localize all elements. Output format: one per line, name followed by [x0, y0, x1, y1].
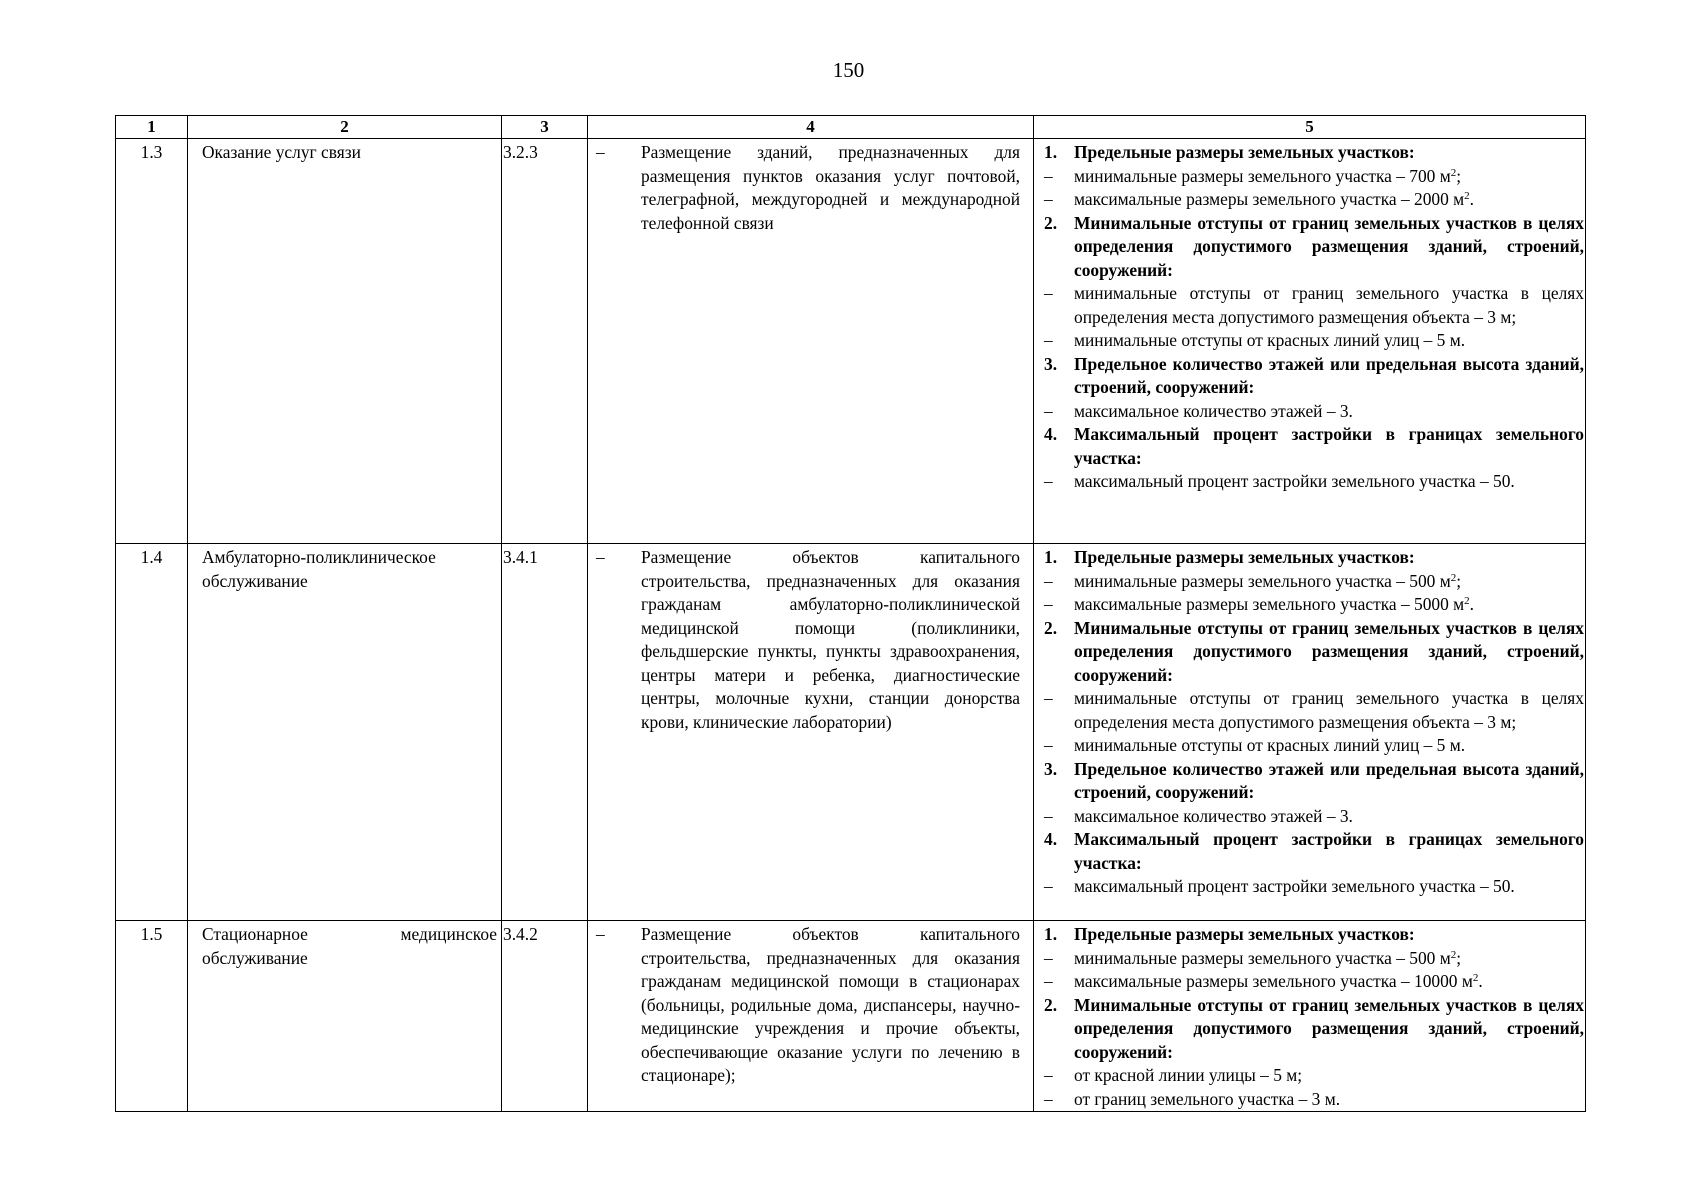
- parameter-heading: [1044, 994, 1584, 1065]
- parameter-text-tail: .: [1469, 594, 1474, 614]
- parameter-text: [1074, 329, 1584, 353]
- parameter-text: [1074, 400, 1584, 424]
- dash-marker: –: [1044, 330, 1053, 350]
- parameter-heading: [1044, 758, 1584, 805]
- parameter-text-main: максимальное количество этажей – 3.: [1074, 805, 1353, 826]
- parameter-text: [1074, 546, 1584, 570]
- usage-name-part: медицинское: [400, 924, 497, 944]
- dash-marker: –: [1044, 1088, 1053, 1109]
- parameter-text-main: Минимальные отступы от границ земельных участков в целях определения допустимого размещения зданий, строений, сооружений:: [1074, 617, 1584, 685]
- parameter-text: [1074, 1064, 1584, 1088]
- parameter-text: [1074, 947, 1584, 971]
- superscript: 2: [1450, 166, 1457, 179]
- superscript: 2: [1464, 595, 1470, 607]
- parameter-text-main: максимальный процент застройки земельного участка – 50.: [1074, 876, 1515, 896]
- list-number: 1.: [1044, 142, 1058, 162]
- parameter-text: [1074, 970, 1584, 994]
- parameter-text: [1074, 617, 1584, 688]
- parameter-text: [1074, 165, 1584, 189]
- parameter-item: [1044, 329, 1584, 353]
- dash-marker: –: [1044, 400, 1053, 421]
- list-number: 1.: [1044, 547, 1058, 567]
- parameter-text-main: Предельное количество этажей или предельная высота зданий, строений, сооружений:: [1074, 353, 1584, 397]
- parameters-cell: [1034, 139, 1586, 544]
- dash-marker: –: [1044, 471, 1053, 491]
- parameter-text: [1074, 423, 1584, 470]
- table-row: [116, 544, 1586, 921]
- parameter-heading: [1044, 923, 1584, 947]
- column-header: 2: [188, 116, 502, 139]
- dash-marker: –: [1044, 688, 1053, 708]
- dash-marker: –: [596, 142, 605, 162]
- usage-description-text: Размещение объектов капитального строительства, предназначенных для оказания гражданам амбулаторно-поликлинической медицинской помощи (поликлиники, фельдшерские пункты, пункты здравоохранения, центры матери и ребенка, диагностические центры, молочные кухни, станции донорства крови, клинические лаборатории): [641, 547, 1020, 732]
- parameter-text-main: минимальные отступы от красных линий улиц – 5 м.: [1074, 330, 1466, 350]
- parameter-text-main: минимальные размеры земельного участка – 700 м: [1074, 165, 1451, 186]
- parameter-text: [1074, 828, 1584, 875]
- dash-marker: –: [1044, 876, 1053, 896]
- zoning-table: [115, 115, 1586, 1112]
- usage-code: 3.4.1: [502, 544, 588, 921]
- parameter-text: [1074, 212, 1584, 283]
- parameter-item: [1044, 282, 1584, 329]
- parameter-text-main: Предельные размеры земельных участков:: [1074, 924, 1415, 944]
- superscript: 2: [1472, 972, 1479, 984]
- parameter-text-main: Минимальные отступы от границ земельных участков в целях определения допустимого размещения зданий, строений, сооружений:: [1074, 212, 1584, 280]
- dash-marker: –: [1044, 971, 1053, 991]
- superscript: 2: [1464, 190, 1470, 202]
- usage-description: [596, 141, 1020, 235]
- parameter-heading: [1044, 546, 1584, 570]
- usage-description-cell: [588, 544, 1034, 921]
- parameter-text-main: максимальные размеры земельного участка – 2000 м: [1074, 189, 1465, 209]
- page-number: 150: [832, 58, 865, 82]
- parameter-text: [1074, 188, 1584, 212]
- table-row: [116, 139, 1586, 544]
- parameter-text: [1074, 687, 1584, 734]
- parameter-item: [1044, 687, 1584, 734]
- usage-code: 3.4.2: [502, 921, 588, 1112]
- dash-marker: –: [1044, 594, 1053, 614]
- parameter-text-main: минимальные отступы от границ земельного участка в целях определения места допустимого размещения объекта – 3 м;: [1074, 688, 1584, 732]
- parameter-text-main: Предельное количество этажей или предельная высота зданий, строений, сооружений:: [1074, 758, 1584, 802]
- parameter-text-main: от красной линии улицы – 5 м;: [1074, 1065, 1303, 1085]
- parameter-text-tail: ;: [1456, 947, 1462, 968]
- parameter-text: [1074, 875, 1584, 899]
- row-number: 1.3: [116, 139, 188, 544]
- parameter-text: [1074, 734, 1584, 758]
- usage-name-part: обслуживание: [202, 947, 308, 968]
- dash-marker: –: [1044, 189, 1053, 209]
- parameter-item: [1044, 165, 1584, 189]
- parameters-cell: [1034, 544, 1586, 921]
- parameter-text-main: максимальные размеры земельного участка – 10000 м: [1074, 971, 1473, 991]
- parameter-text-tail: .: [1469, 189, 1474, 209]
- usage-code: 3.2.3: [502, 139, 588, 544]
- parameter-text-main: Максимальный процент застройки в границах земельного участка:: [1074, 829, 1584, 873]
- dash-marker: –: [1044, 1065, 1053, 1085]
- parameter-text: [1074, 570, 1584, 594]
- parameter-text-main: Минимальные отступы от границ земельных участков в целях определения допустимого размещения зданий, строений, сооружений:: [1074, 994, 1584, 1062]
- parameter-text-main: минимальные отступы от границ земельного участка в целях определения места допустимого размещения объекта – 3 м;: [1074, 283, 1584, 327]
- dash-marker: –: [596, 924, 605, 944]
- column-header: 5: [1034, 116, 1586, 139]
- usage-name: Оказание услуг связи: [188, 139, 502, 544]
- parameter-text: [1074, 470, 1584, 494]
- column-header: 4: [588, 116, 1034, 139]
- parameter-item: [1044, 400, 1584, 424]
- column-header: 3: [502, 116, 588, 139]
- list-number: 4.: [1044, 829, 1058, 849]
- usage-name-part: Стационарное: [202, 924, 308, 944]
- list-number: 4.: [1044, 424, 1058, 444]
- parameter-heading: [1044, 353, 1584, 400]
- column-header: 1: [116, 116, 188, 139]
- parameter-text-main: максимальные размеры земельного участка – 5000 м: [1074, 594, 1465, 614]
- parameter-item: [1044, 947, 1584, 971]
- dash-marker: –: [1044, 947, 1053, 968]
- usage-description-text: Размещение объектов капитального строительства, предназначенных для оказания гражданам медицинской помощи в стационарах (больницы, родильные дома, диспансеры, научно-медицинские учреждения и прочие объекты, обеспечивающие оказание услуги по лечению в стационаре);: [641, 924, 1020, 1085]
- dash-marker: –: [1044, 283, 1053, 303]
- usage-name-first-line: [202, 923, 497, 947]
- dash-marker: –: [1044, 570, 1053, 591]
- parameter-text: [1074, 1088, 1584, 1112]
- parameter-heading: [1044, 423, 1584, 470]
- parameter-text-tail: .: [1478, 971, 1483, 991]
- parameter-item: [1044, 593, 1584, 617]
- parameter-heading: [1044, 212, 1584, 283]
- parameter-text-tail: ;: [1456, 165, 1462, 186]
- parameter-text: [1074, 758, 1584, 805]
- parameter-text: [1074, 923, 1584, 947]
- parameter-text: [1074, 805, 1584, 829]
- list-number: 1.: [1044, 924, 1058, 944]
- parameter-text: [1074, 353, 1584, 400]
- parameter-item: [1044, 970, 1584, 994]
- usage-description: [596, 546, 1020, 734]
- parameter-item: [1044, 188, 1584, 212]
- row-number: 1.4: [116, 544, 188, 921]
- parameter-text: [1074, 593, 1584, 617]
- table-row: [116, 921, 1586, 1112]
- parameter-text: [1074, 994, 1584, 1065]
- parameter-item: [1044, 875, 1584, 899]
- dash-marker: –: [1044, 165, 1053, 186]
- usage-description-cell: [588, 139, 1034, 544]
- parameter-text-tail: ;: [1456, 570, 1462, 591]
- superscript: 2: [1450, 571, 1457, 584]
- usage-description: [596, 923, 1020, 1088]
- usage-description-cell: [588, 921, 1034, 1112]
- parameter-text-main: минимальные размеры земельного участка – 500 м: [1074, 570, 1451, 591]
- usage-description-text: Размещение зданий, предназначенных для размещения пунктов оказания услуг почтовой, телеграфной, междугородней и международной телефонной связи: [641, 142, 1020, 233]
- parameter-text-main: минимальные размеры земельного участка – 500 м: [1074, 947, 1451, 968]
- parameters-cell: [1034, 921, 1586, 1112]
- parameter-heading: [1044, 141, 1584, 165]
- list-number: 3.: [1044, 353, 1058, 374]
- parameter-item: [1044, 470, 1584, 494]
- header-row: [116, 116, 1586, 139]
- list-number: 2.: [1044, 994, 1058, 1015]
- parameter-text-main: минимальные отступы от красных линий улиц – 5 м.: [1074, 735, 1466, 755]
- parameter-item: [1044, 1088, 1584, 1112]
- parameter-text: [1074, 141, 1584, 165]
- parameter-text-main: Предельные размеры земельных участков:: [1074, 547, 1415, 567]
- dash-marker: –: [1044, 735, 1053, 755]
- parameter-item: [1044, 805, 1584, 829]
- parameter-text-main: Максимальный процент застройки в границах земельного участка:: [1074, 424, 1584, 468]
- superscript: 2: [1450, 948, 1457, 961]
- parameter-text-main: от границ земельного участка – 3 м.: [1074, 1088, 1341, 1109]
- row-number: 1.5: [116, 921, 188, 1112]
- parameter-heading: [1044, 828, 1584, 875]
- dash-marker: –: [596, 547, 605, 567]
- usage-name: Амбулаторно-поликлиническое обслуживание: [188, 544, 502, 921]
- parameter-item: [1044, 734, 1584, 758]
- parameter-heading: [1044, 617, 1584, 688]
- parameter-text-main: максимальное количество этажей – 3.: [1074, 400, 1353, 421]
- parameter-text-main: максимальный процент застройки земельного участка – 50.: [1074, 471, 1515, 491]
- list-number: 3.: [1044, 758, 1058, 779]
- parameter-item: [1044, 1064, 1584, 1088]
- list-number: 2.: [1044, 212, 1058, 233]
- usage-name: [188, 921, 502, 1112]
- parameter-text-main: Предельные размеры земельных участков:: [1074, 142, 1415, 162]
- dash-marker: –: [1044, 805, 1053, 826]
- parameter-item: [1044, 570, 1584, 594]
- parameter-text: [1074, 282, 1584, 329]
- list-number: 2.: [1044, 617, 1058, 638]
